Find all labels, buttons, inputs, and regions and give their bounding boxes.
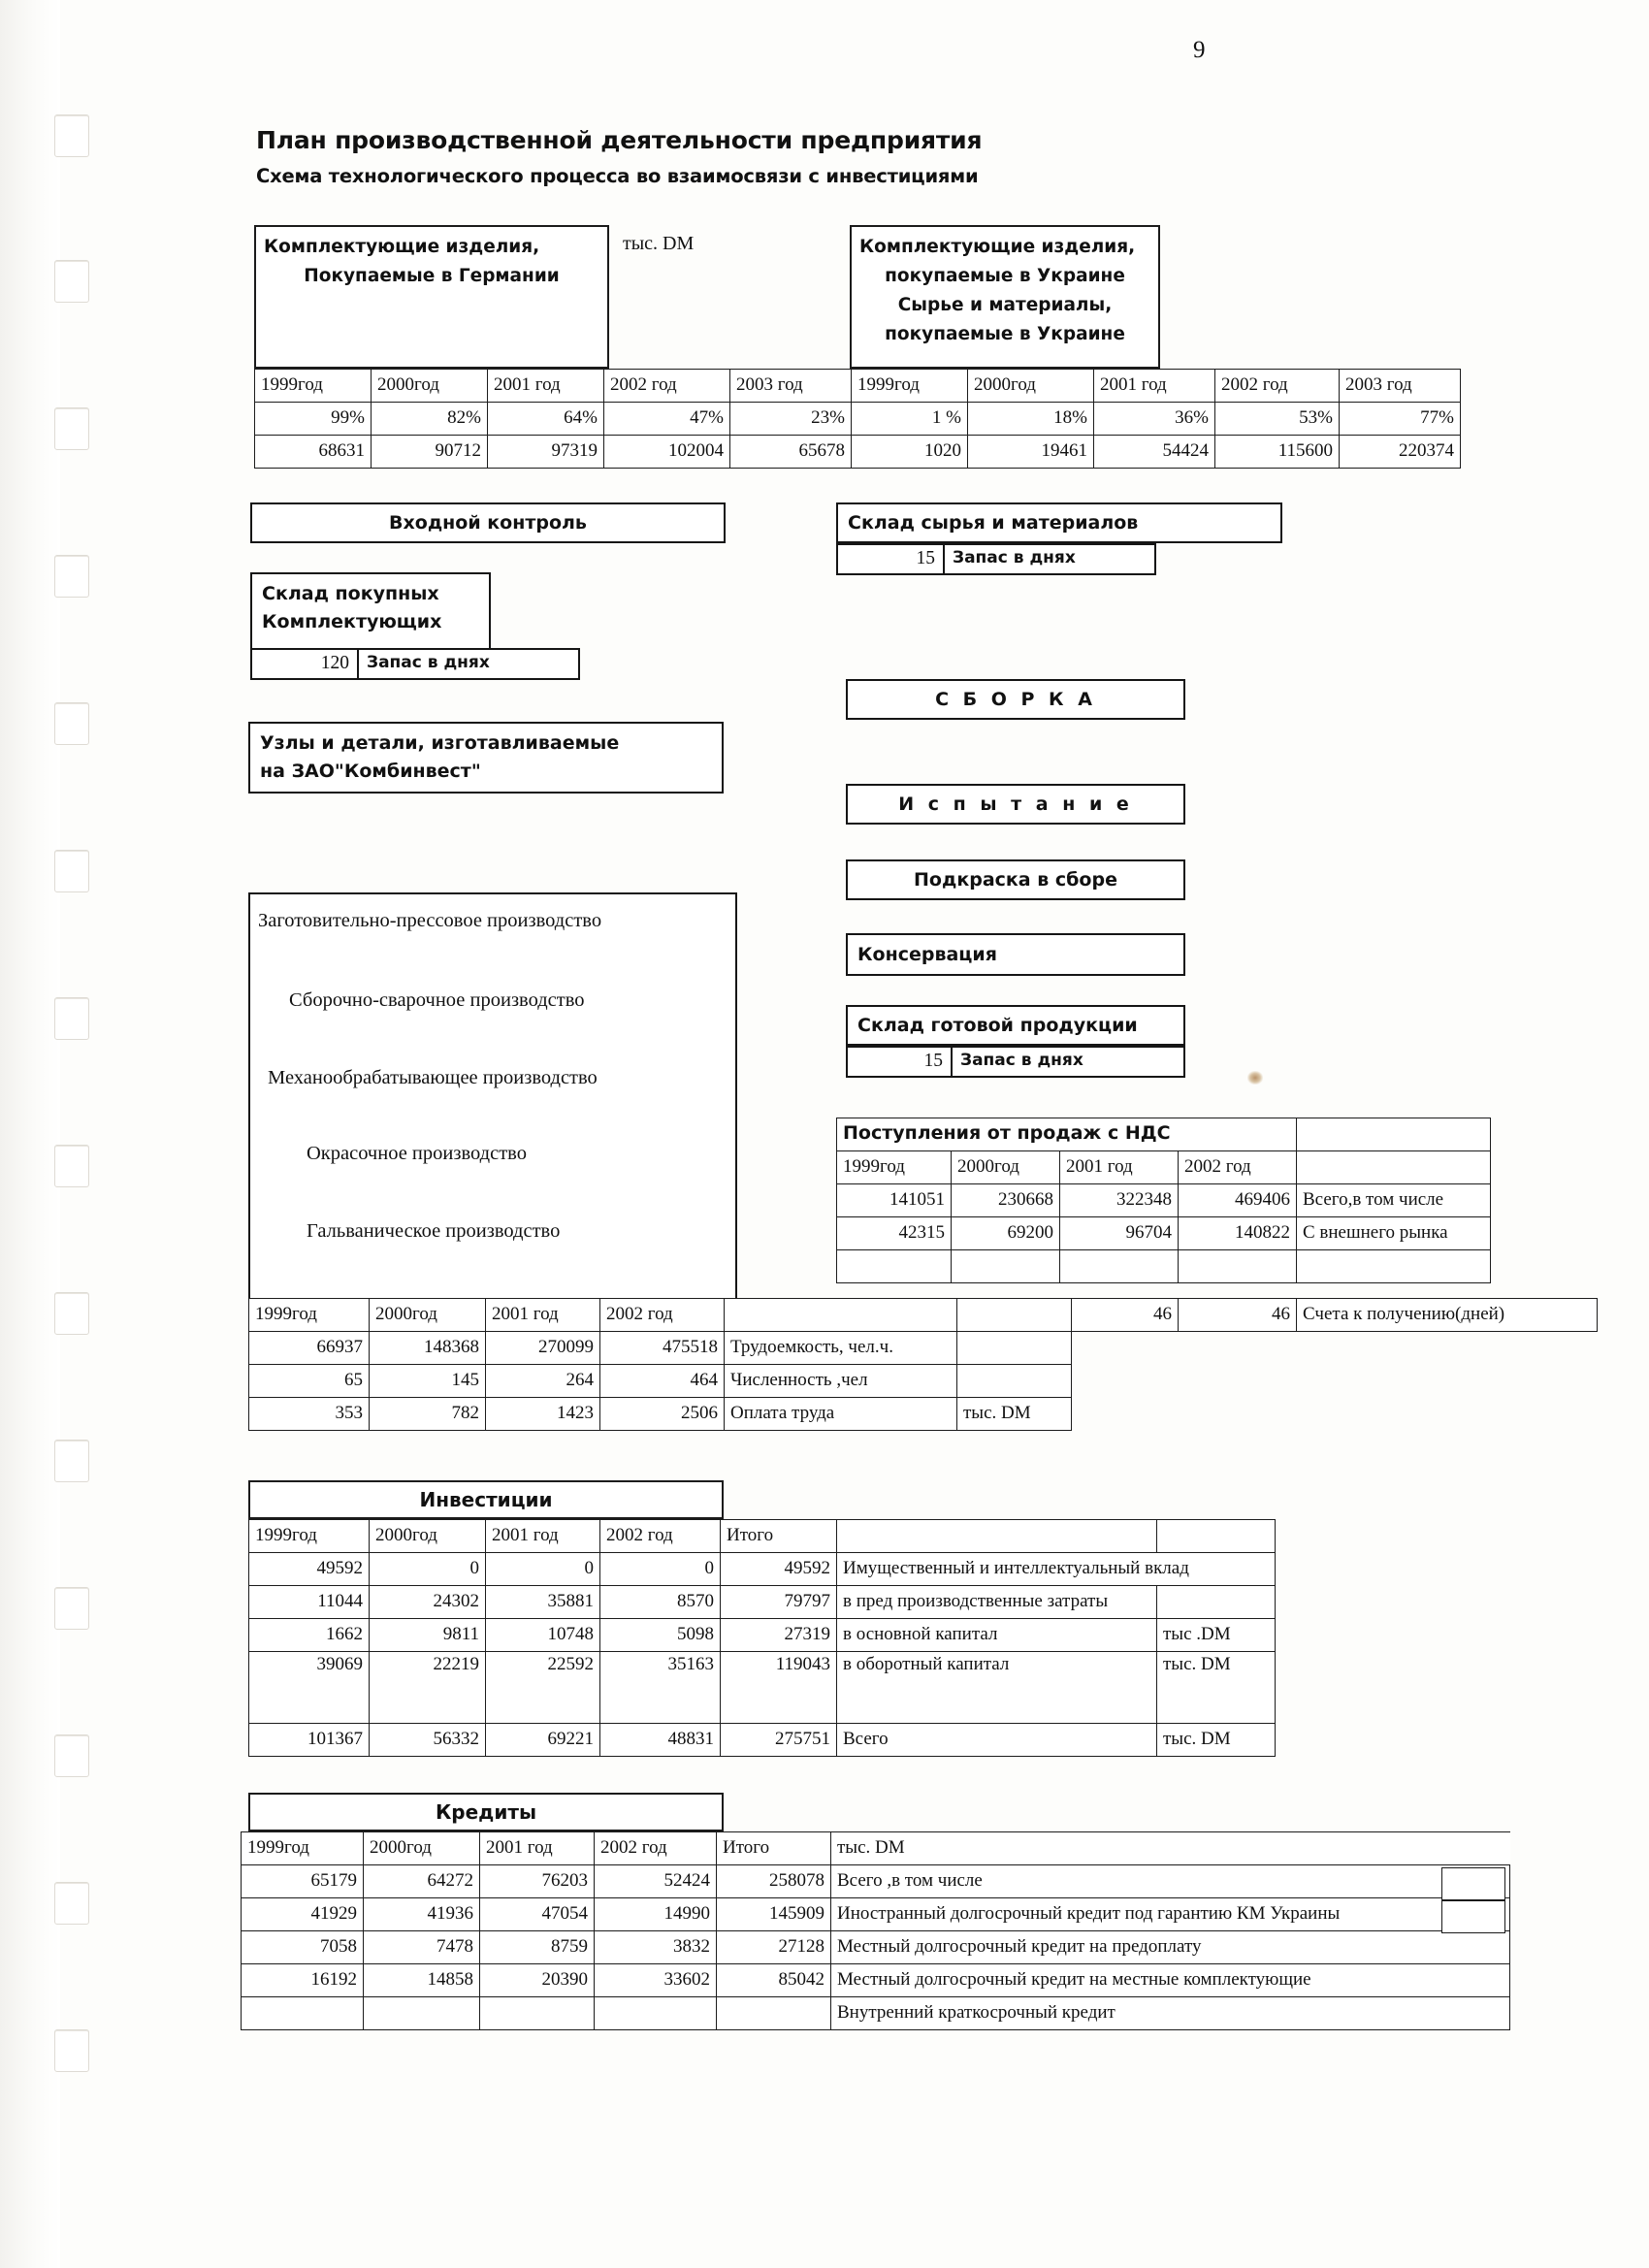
- flow-label: С Б О Р К А: [935, 689, 1096, 710]
- row-label: Всего ,в том числе: [831, 1865, 1510, 1898]
- percent-cell: 1 %: [852, 403, 968, 436]
- value-cell: 270099: [486, 1332, 600, 1365]
- supply-right-line4: покупаемые в Украине: [885, 323, 1125, 344]
- value-cell: 220374: [1340, 436, 1461, 469]
- table-row: [249, 1398, 1072, 1431]
- finished-stock-row: [846, 1046, 1185, 1078]
- value-cell: 2506: [600, 1398, 725, 1431]
- year-header: 2001 год: [486, 1299, 600, 1332]
- table-row-years: [249, 1299, 1072, 1332]
- supply-data-table: [254, 369, 1461, 469]
- value-cell: 115600: [1215, 436, 1340, 469]
- value-cell: 264: [486, 1365, 600, 1398]
- value-cell: [1179, 1250, 1297, 1283]
- value-cell: 65678: [730, 436, 852, 469]
- value-cell: [1060, 1250, 1179, 1283]
- value-cell: 322348: [1060, 1184, 1179, 1217]
- page-number: 9: [1193, 37, 1206, 63]
- binder-hole: [54, 407, 89, 450]
- bought-stock-value: 120: [250, 648, 359, 680]
- value-cell: 79797: [721, 1586, 837, 1619]
- value-cell: 27128: [717, 1931, 831, 1964]
- flow-box-testing: [846, 784, 1185, 825]
- value-cell: 64272: [364, 1865, 480, 1898]
- table-row: [242, 1997, 1510, 2030]
- value-cell: 145909: [717, 1898, 831, 1931]
- row-label: Счета к получению(дней): [1297, 1299, 1598, 1332]
- spacer-cell: [1157, 1586, 1276, 1619]
- sales-table: [836, 1118, 1491, 1283]
- spacer-cell: [1297, 1151, 1491, 1184]
- flow-label-line2: на ЗАО"Комбинвест": [260, 760, 481, 782]
- supply-right-line2: покупаемые в Украине: [885, 265, 1125, 286]
- value-cell: 54424: [1094, 436, 1215, 469]
- value-cell: 22219: [370, 1652, 486, 1724]
- table-row: [242, 1964, 1510, 1997]
- percent-cell: 36%: [1094, 403, 1215, 436]
- investments-table: [248, 1519, 1276, 1757]
- year-header: 2003 год: [730, 370, 852, 403]
- column-header: 2001 год: [486, 1520, 600, 1553]
- binder-hole: [54, 1292, 89, 1335]
- value-cell: 353: [249, 1398, 370, 1431]
- flow-label: И с п ы т а н и е: [898, 794, 1133, 815]
- value-cell: 1020: [852, 436, 968, 469]
- value-cell: 41929: [242, 1898, 364, 1931]
- column-header: 2000год: [370, 1520, 486, 1553]
- binder-hole: [54, 1882, 89, 1925]
- flow-box-input-control: [250, 502, 726, 543]
- value-cell: [952, 1250, 1060, 1283]
- row-label: Всего: [837, 1724, 1157, 1757]
- value-cell: 11044: [249, 1586, 370, 1619]
- flow-label-line1: Узлы и детали, изготавливаемые: [260, 732, 620, 754]
- spacer-cell: [1157, 1520, 1276, 1553]
- production-line: Гальваническое производство: [307, 1220, 561, 1242]
- raw-stock-label: Запас в днях: [945, 543, 1156, 575]
- binder-hole: [54, 850, 89, 892]
- table-row-title: [837, 1118, 1491, 1151]
- column-header: 2001 год: [480, 1832, 595, 1865]
- year-header: 2002 год: [1215, 370, 1340, 403]
- row-label: Численность ,чел: [725, 1365, 957, 1398]
- value-cell: 1423: [486, 1398, 600, 1431]
- flow-box-units-made: [248, 722, 724, 794]
- value-cell: 24302: [370, 1586, 486, 1619]
- credits-table: [241, 1831, 1510, 2030]
- row-label: в оборотный капитал: [837, 1652, 1157, 1724]
- bought-stock-row: [250, 648, 580, 680]
- value-cell: 52424: [595, 1865, 717, 1898]
- spacer-cell: [957, 1365, 1072, 1398]
- percent-cell: 18%: [968, 403, 1094, 436]
- binder-hole: [54, 1587, 89, 1630]
- value-cell: 8759: [480, 1931, 595, 1964]
- value-cell: 20390: [480, 1964, 595, 1997]
- percent-cell: 64%: [488, 403, 604, 436]
- value-cell: 65: [249, 1365, 370, 1398]
- percent-cell: 47%: [604, 403, 730, 436]
- row-unit: тыс. DM: [1157, 1652, 1276, 1724]
- year-header: 1999год: [255, 370, 372, 403]
- flow-box-finished-warehouse: [846, 1005, 1185, 1046]
- value-cell: 42315: [837, 1217, 952, 1250]
- unit-label-dm-supply: тыс. DM: [623, 233, 695, 254]
- bought-stock-label: Запас в днях: [359, 648, 580, 680]
- percent-cell: 53%: [1215, 403, 1340, 436]
- value-cell: [837, 1250, 952, 1283]
- value-cell: 7058: [242, 1931, 364, 1964]
- supply-left-line2: Покупаемые в Германии: [304, 265, 560, 286]
- binder-hole: [54, 114, 89, 157]
- table-row-headers: [242, 1832, 1510, 1865]
- value-cell: 90712: [372, 436, 488, 469]
- value-cell: 46: [1060, 1299, 1179, 1332]
- value-cell: 275751: [721, 1724, 837, 1757]
- table-row: [242, 1865, 1510, 1898]
- row-label: Местный долгосрочный кредит на предоплату: [831, 1931, 1510, 1964]
- credits-title-box: [248, 1793, 724, 1831]
- value-cell: 119043: [721, 1652, 837, 1724]
- table-row-empty: [837, 1250, 1491, 1283]
- value-cell: 56332: [370, 1724, 486, 1757]
- flow-label: Склад сырья и материалов: [848, 512, 1139, 534]
- supply-right-line1: Комплектующие изделия,: [859, 237, 1136, 257]
- flow-label: Склад готовой продукции: [857, 1015, 1138, 1036]
- value-cell: 65179: [242, 1865, 364, 1898]
- spacer-cell: [957, 1299, 1072, 1332]
- value-cell: 469406: [1179, 1184, 1297, 1217]
- value-cell: 0: [370, 1553, 486, 1586]
- table-row: [249, 1586, 1276, 1619]
- table-row-values: [255, 436, 1461, 469]
- value-cell: 96704: [1060, 1217, 1179, 1250]
- value-cell: 39069: [249, 1652, 370, 1724]
- supply-left-header-box: [254, 225, 609, 369]
- binder-hole: [54, 1145, 89, 1187]
- flow-label-line1: Склад покупных: [262, 583, 439, 604]
- production-line: Сборочно-сварочное производство: [289, 989, 585, 1011]
- table-row-years: [837, 1151, 1491, 1184]
- column-header: 2002 год: [600, 1520, 721, 1553]
- table-row: [249, 1724, 1276, 1757]
- spacer-cell: [957, 1332, 1072, 1365]
- flow-label: Входной контроль: [389, 512, 587, 534]
- table-row: [249, 1365, 1072, 1398]
- row-label: Иностранный долгосрочный кредит под гарантию КМ Украины: [831, 1898, 1510, 1931]
- flow-label: Подкраска в сборе: [914, 869, 1117, 891]
- value-cell: 41936: [364, 1898, 480, 1931]
- value-cell: 16192: [242, 1964, 364, 1997]
- value-cell: [242, 1997, 364, 2030]
- panel-separator: [735, 951, 737, 1071]
- value-cell: 85042: [717, 1964, 831, 1997]
- binder-hole: [54, 260, 89, 303]
- investments-title: Инвестиции: [419, 1488, 553, 1511]
- value-cell: 27319: [721, 1619, 837, 1652]
- flow-box-conservation: [846, 933, 1185, 976]
- percent-cell: 23%: [730, 403, 852, 436]
- row-label: Внутренний краткосрочный кредит: [831, 1997, 1510, 2030]
- flow-box-assembly: [846, 679, 1185, 720]
- value-cell: 76203: [480, 1865, 595, 1898]
- percent-cell: 99%: [255, 403, 372, 436]
- table-row: [242, 1931, 1510, 1964]
- value-cell: 97319: [488, 436, 604, 469]
- sales-title-spacer: [1297, 1118, 1491, 1151]
- sales-title: Поступления от продаж с НДС: [837, 1118, 1297, 1151]
- table-row: [249, 1619, 1276, 1652]
- value-cell: 141051: [837, 1184, 952, 1217]
- value-cell: 46: [1179, 1299, 1297, 1332]
- value-cell: 66937: [249, 1332, 370, 1365]
- column-header: Итого: [717, 1832, 831, 1865]
- value-cell: 69221: [486, 1724, 600, 1757]
- value-cell: 148368: [370, 1332, 486, 1365]
- binder-hole: [54, 997, 89, 1040]
- spacer-cell: [837, 1520, 1157, 1553]
- value-cell: [480, 1997, 595, 2030]
- row-unit: тыс. DM: [1157, 1724, 1276, 1757]
- table-row: [249, 1553, 1276, 1586]
- year-header: 2000год: [372, 370, 488, 403]
- percent-cell: 77%: [1340, 403, 1461, 436]
- value-cell: 782: [370, 1398, 486, 1431]
- value-cell: 22592: [486, 1652, 600, 1724]
- value-cell: 1662: [249, 1619, 370, 1652]
- value-cell: 49592: [249, 1553, 370, 1586]
- value-cell: 5098: [600, 1619, 721, 1652]
- table-row-years: [255, 370, 1461, 403]
- column-header: 1999год: [242, 1832, 364, 1865]
- year-header: 2003 год: [1340, 370, 1461, 403]
- credits-extra-cell: [1441, 1900, 1505, 1933]
- flow-box-raw-warehouse: [836, 502, 1282, 543]
- production-line: Механообрабатывающее производство: [268, 1067, 598, 1088]
- row-label: [1297, 1250, 1491, 1283]
- value-cell: 102004: [604, 436, 730, 469]
- year-header: 2001 год: [1094, 370, 1215, 403]
- row-label: С внешнего рынка: [1297, 1217, 1491, 1250]
- year-header: 2000год: [370, 1299, 486, 1332]
- table-row: [837, 1217, 1491, 1250]
- flow-box-bought-warehouse: [250, 572, 491, 650]
- table-row-headers: [249, 1520, 1276, 1553]
- value-cell: 14990: [595, 1898, 717, 1931]
- row-label: Трудоемкость, чел.ч.: [725, 1332, 957, 1365]
- value-cell: 49592: [721, 1553, 837, 1586]
- value-cell: 7478: [364, 1931, 480, 1964]
- production-line: Окрасочное производство: [307, 1143, 527, 1164]
- value-cell: 101367: [249, 1724, 370, 1757]
- credits-unit: тыс. DM: [831, 1832, 1510, 1865]
- spacer-cell: [725, 1299, 957, 1332]
- percent-cell: 82%: [372, 403, 488, 436]
- supply-right-line3: Сырье и материалы,: [897, 294, 1113, 315]
- value-cell: 0: [600, 1553, 721, 1586]
- row-label: Всего,в том числе: [1297, 1184, 1491, 1217]
- value-cell: 19461: [968, 436, 1094, 469]
- finished-stock-label: Запас в днях: [953, 1046, 1185, 1078]
- row-unit: тыс .DM: [1157, 1619, 1276, 1652]
- raw-stock-value: 15: [836, 543, 945, 575]
- production-panel: [248, 892, 737, 1300]
- value-cell: 8570: [600, 1586, 721, 1619]
- value-cell: 33602: [595, 1964, 717, 1997]
- flow-box-touchup: [846, 859, 1185, 900]
- row-label: Имущественный и интеллектуальный вклад: [837, 1553, 1276, 1586]
- panel-separator: [735, 1102, 737, 1300]
- table-row: [837, 1184, 1491, 1217]
- year-header: 2002 год: [1179, 1151, 1297, 1184]
- finished-stock-value: 15: [846, 1046, 953, 1078]
- year-header: 1999год: [837, 1151, 952, 1184]
- column-header: 2002 год: [595, 1832, 717, 1865]
- year-header: 1999год: [249, 1299, 370, 1332]
- row-label: Местный долгосрочный кредит на местные комплектующие: [831, 1964, 1510, 1997]
- table-row: [249, 1332, 1072, 1365]
- paper-smudge: [1247, 1071, 1263, 1085]
- value-cell: 258078: [717, 1865, 831, 1898]
- value-cell: 3832: [595, 1931, 717, 1964]
- year-header: 1999год: [852, 370, 968, 403]
- labour-table: [248, 1298, 1072, 1431]
- table-row: [242, 1898, 1510, 1931]
- investments-title-box: [248, 1480, 724, 1519]
- supply-right-header-box: [850, 225, 1160, 369]
- value-cell: 475518: [600, 1332, 725, 1365]
- year-header: 2000год: [968, 370, 1094, 403]
- value-cell: 0: [486, 1553, 600, 1586]
- table-row: [249, 1652, 1276, 1724]
- scan-left-edge: [0, 0, 60, 2268]
- row-label: в основной капитал: [837, 1619, 1157, 1652]
- value-cell: [595, 1997, 717, 2030]
- column-header: Итого: [721, 1520, 837, 1553]
- value-cell: 14858: [364, 1964, 480, 1997]
- value-cell: 48831: [600, 1724, 721, 1757]
- column-header: 1999год: [249, 1520, 370, 1553]
- year-header: 2002 год: [600, 1299, 725, 1332]
- binder-hole: [54, 1734, 89, 1777]
- binder-hole: [54, 2029, 89, 2072]
- row-label: в пред производственные затраты: [837, 1586, 1157, 1619]
- value-cell: 9811: [370, 1619, 486, 1652]
- year-header: 2001 год: [1060, 1151, 1179, 1184]
- year-header: 2000год: [952, 1151, 1060, 1184]
- year-header: 2001 год: [488, 370, 604, 403]
- binder-hole: [54, 555, 89, 598]
- value-cell: 35163: [600, 1652, 721, 1724]
- column-header: 2000год: [364, 1832, 480, 1865]
- raw-stock-row: [836, 543, 1156, 575]
- value-cell: 35881: [486, 1586, 600, 1619]
- binder-hole: [54, 702, 89, 745]
- page-subtitle: Схема технологического процесса во взаимосвязи с инвестициями: [256, 165, 979, 187]
- supply-left-line1: Комплектующие изделия,: [264, 237, 540, 257]
- page-title: План производственной деятельности предприятия: [256, 126, 983, 154]
- value-cell: 145: [370, 1365, 486, 1398]
- credits-title: Кредиты: [435, 1800, 537, 1824]
- value-cell: [364, 1997, 480, 2030]
- value-cell: 230668: [952, 1184, 1060, 1217]
- value-cell: 140822: [1179, 1217, 1297, 1250]
- row-unit: тыс. DM: [957, 1398, 1072, 1431]
- value-cell: 68631: [255, 436, 372, 469]
- binder-hole: [54, 1440, 89, 1482]
- value-cell: [717, 1997, 831, 2030]
- flow-label-line2: Комплектующих: [262, 610, 442, 632]
- table-row-percent: [255, 403, 1461, 436]
- value-cell: 69200: [952, 1217, 1060, 1250]
- production-line: Заготовительно-прессовое производство: [258, 910, 602, 931]
- flow-label: Консервация: [857, 944, 997, 965]
- year-header: 2002 год: [604, 370, 730, 403]
- value-cell: 464: [600, 1365, 725, 1398]
- credits-extra-cell: [1441, 1867, 1505, 1900]
- value-cell: 47054: [480, 1898, 595, 1931]
- value-cell: 10748: [486, 1619, 600, 1652]
- row-label: Оплата труда: [725, 1398, 957, 1431]
